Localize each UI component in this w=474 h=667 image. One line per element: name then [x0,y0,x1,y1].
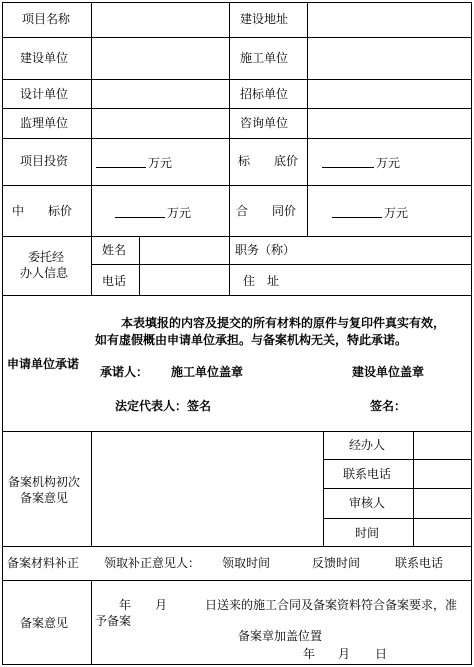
winning-price-unit: 万元 [167,206,192,220]
builder-unit-label: 建设单位 [20,51,69,65]
row-divider [2,108,472,109]
supervision-unit-label: 监理单位 [20,116,69,130]
contract-price-unit: 万元 [384,206,409,220]
supplement-label: 备案材料补正 [7,556,80,570]
commitment-label: 申请单位承诺 [7,357,80,371]
agent-label-line2: 办人信息 [20,266,69,280]
row-divider [2,37,472,38]
row-divider [2,295,472,296]
row-divider [323,518,472,519]
seal-position-label: 备案章加盖位置 [238,629,323,643]
row-divider [2,546,472,547]
base-price-unit: 万元 [376,156,401,170]
row-divider [2,79,472,80]
builder-seal-label: 建设单位盖章 [352,365,425,379]
agent-position-label: 职务（称） [235,243,296,257]
column-divider [307,2,308,236]
design-unit-label: 设计单位 [20,87,69,101]
construction-unit-label: 施工单位 [240,51,289,65]
base-price-blank [322,156,374,168]
table-border-left [2,2,3,665]
handler-label: 经办人 [349,438,386,452]
supplement-feedback-time-label: 反馈时间 [312,556,361,570]
promiser-label: 承诺人： [100,365,149,379]
agent-phone-label: 电话 [102,274,127,288]
row-divider [91,264,472,265]
row-divider [2,431,472,432]
project-name-label: 项目名称 [22,12,71,26]
row-divider [2,185,472,186]
contract-price-blank [332,206,382,218]
commitment-text-line2: 如有虚假概由申请单位承担。与备案机构无关，特此承诺。 [95,333,408,347]
table-border-top [2,2,472,3]
winning-price-label: 中 标价 [12,204,73,218]
commitment-text-line1: 本表填报的内容及提交的所有材料的原件与复印件真实有效， [121,316,446,330]
review-time-label: 时间 [355,526,380,540]
column-divider [229,2,230,295]
construction-seal-label: 施工单位盖章 [171,365,244,379]
column-divider [91,580,92,665]
supplement-recipient-label: 领取补正意见人： [104,556,201,570]
opinion-date-month: 月 [338,647,351,661]
project-investment-label: 项目投资 [20,154,69,168]
row-divider [323,459,472,460]
agent-name-label: 姓名 [102,243,127,257]
table-border-bottom [2,664,472,665]
row-divider [323,488,472,489]
opinion-date-year: 年 [303,647,316,661]
opinion-month: 月 [155,598,168,612]
row-divider [2,138,472,139]
supplement-contact-phone-label: 联系电话 [395,556,444,570]
legal-rep-label: 法定代表人：签名 [115,399,212,413]
supplement-receive-time-label: 领取时间 [222,556,271,570]
column-divider [323,431,324,546]
investment-blank [96,156,146,168]
agent-address-label: 住 址 [243,274,280,288]
column-divider [91,2,92,295]
review-contact-phone-label: 联系电话 [343,467,392,481]
construction-address-label: 建设地址 [240,12,289,26]
column-divider [413,431,414,546]
investment-unit: 万元 [148,156,173,170]
winning-price-blank [115,206,165,218]
opinion-text-line1: 日送来的施工合同及备案资料符合备案要求，准 [205,598,458,612]
opinion-label: 备案意见 [20,616,69,630]
initial-review-label-line2: 备案意见 [20,491,69,505]
contract-price-label: 合 同价 [236,204,297,218]
row-divider [2,580,472,581]
opinion-text-line2: 予备案 [95,614,132,628]
reviewer-label: 审核人 [349,496,386,510]
column-divider [139,236,140,295]
sign-label: 签名： [370,399,407,413]
table-border-right [471,2,472,665]
base-price-label: 标 底价 [238,154,299,168]
consulting-unit-label: 咨询单位 [240,116,289,130]
agent-label-line1: 委托经 [28,250,65,264]
opinion-date-day: 日 [375,647,388,661]
opinion-year: 年 [119,598,132,612]
bidding-unit-label: 招标单位 [240,87,289,101]
column-divider [91,431,92,546]
initial-review-label-line1: 备案机构初次 [8,475,81,489]
row-divider [2,236,472,237]
